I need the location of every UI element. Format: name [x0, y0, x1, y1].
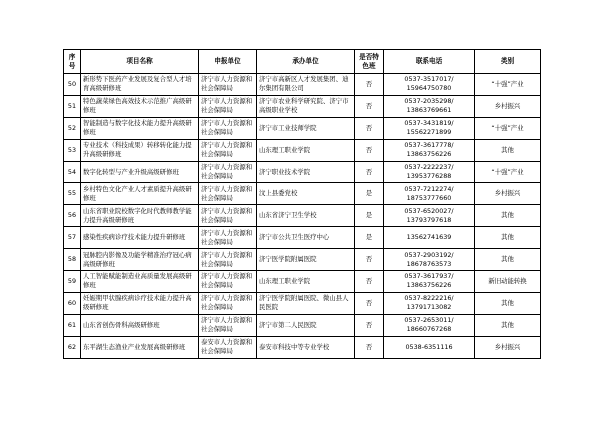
table-header-row	[64, 50, 541, 74]
cell-featured: 否	[355, 74, 384, 96]
cell-featured: 是	[355, 183, 384, 205]
cell-phone	[384, 292, 475, 314]
phone-line-1: 0538-6351116	[405, 342, 453, 351]
cell-organizer: 汶上县委党校	[257, 183, 355, 205]
table-row	[64, 292, 541, 314]
phone-line-2: 18753777660	[406, 193, 452, 202]
phone-line-1: 0537-7212274/	[404, 184, 454, 193]
cell-category: 其他	[475, 227, 541, 249]
cell-category: “十强”产业	[475, 74, 541, 96]
cell-featured: 否	[355, 249, 384, 271]
cell-category: 乡村振兴	[475, 183, 541, 205]
phone-line-2: 18660767268	[406, 325, 452, 334]
cell-featured: 否	[355, 161, 384, 183]
phone-line-2: 15964750780	[406, 84, 452, 93]
cell-seq: 55	[64, 183, 81, 205]
cell-phone	[384, 271, 475, 293]
cell-category: 乡村振兴	[475, 95, 541, 117]
cell-phone	[384, 117, 475, 139]
phone-line-1: 0537-6520027/	[404, 206, 454, 215]
cell-seq: 50	[64, 74, 81, 96]
phone-line-2: 18678763573	[406, 259, 452, 268]
cell-phone	[384, 183, 475, 205]
cell-applicant: 济宁市人力资源和社会保障局	[199, 95, 257, 117]
cell-organizer: 济宁市高新区人才发展集团、迪尔集团有限公司	[257, 74, 355, 96]
table-row	[64, 271, 541, 293]
cell-organizer: 济宁市工业技师学院	[257, 117, 355, 139]
cell-featured: 否	[355, 314, 384, 336]
phone-line-1: 0537-3617778/	[404, 141, 454, 150]
table-body	[64, 74, 541, 359]
cell-featured: 否	[355, 336, 384, 358]
header-seq: 序号	[64, 50, 81, 74]
cell-phone	[384, 249, 475, 271]
phone-line-2: 13863756226	[406, 150, 452, 159]
cell-applicant: 济宁市人力资源和社会保障局	[199, 183, 257, 205]
cell-seq: 59	[64, 271, 81, 293]
phone-line-1: 13562741639	[406, 233, 452, 242]
header-category: 类别	[475, 50, 541, 74]
cell-project: 特色蔬菜绿色高效技术示范推广高级研修班	[81, 95, 199, 117]
table-row	[64, 95, 541, 117]
phone-line-1: 0537-2653011/	[404, 316, 454, 325]
cell-project: 东平湖生态渔业产业发展高级研修班	[81, 336, 199, 358]
header-applicant: 申报单位	[199, 50, 257, 74]
cell-organizer: 山东理工职业学院	[257, 271, 355, 293]
training-class-table	[63, 49, 541, 359]
header-organizer: 承办单位	[257, 50, 355, 74]
cell-phone	[384, 95, 475, 117]
cell-organizer: 山东理工职业学院	[257, 139, 355, 161]
phone-line-1: 0537-2035298/	[404, 97, 454, 106]
table-row	[64, 74, 541, 96]
cell-applicant: 济宁市人力资源和社会保障局	[199, 117, 257, 139]
cell-seq: 58	[64, 249, 81, 271]
table-row	[64, 161, 541, 183]
cell-category: 其他	[475, 314, 541, 336]
cell-organizer: 济宁市公共卫生医疗中心	[257, 227, 355, 249]
phone-line-2: 13793797618	[406, 215, 452, 224]
cell-phone	[384, 205, 475, 227]
cell-organizer: 山东省济宁卫生学校	[257, 205, 355, 227]
cell-applicant: 济宁市人力资源和社会保障局	[199, 74, 257, 96]
cell-project: 冠脉腔内影像及功能学精准治疗冠心病高级研修班	[81, 249, 199, 271]
cell-project: 专业技术（科技成果）转移转化能力提升高级研修班	[81, 139, 199, 161]
cell-featured: 否	[355, 271, 384, 293]
cell-organizer: 济宁医学院附属医院	[257, 249, 355, 271]
cell-phone	[384, 227, 475, 249]
cell-featured: 否	[355, 292, 384, 314]
cell-organizer: 泰安市科技中等专业学校	[257, 336, 355, 358]
cell-project: 人工智能赋能制造业高质量发展高级研修班	[81, 271, 199, 293]
cell-project: 山东省创伤骨科高级研修班	[81, 314, 199, 336]
cell-phone	[384, 74, 475, 96]
table-row	[64, 249, 541, 271]
cell-featured: 否	[355, 117, 384, 139]
cell-phone	[384, 139, 475, 161]
cell-project: 数字化转型与产业升级高级研修班	[81, 161, 199, 183]
phone-line-2: 13863756226	[406, 281, 452, 290]
cell-category: 其他	[475, 292, 541, 314]
cell-category: 其他	[475, 139, 541, 161]
cell-seq: 51	[64, 95, 81, 117]
cell-applicant: 济宁市人力资源和社会保障局	[199, 161, 257, 183]
cell-featured: 是	[355, 205, 384, 227]
cell-seq: 53	[64, 139, 81, 161]
cell-category: “十强”产业	[475, 161, 541, 183]
cell-project: 感染性疾病诊疗技术能力提升研修班	[81, 227, 199, 249]
cell-category: “十强”产业	[475, 117, 541, 139]
phone-line-2: 13953776288	[406, 172, 452, 180]
cell-organizer: 济宁市第二人民医院	[257, 314, 355, 336]
cell-applicant: 济宁市人力资源和社会保障局	[199, 249, 257, 271]
phone-line-1: 0537-8222216/	[404, 294, 454, 303]
cell-applicant: 济宁市人力资源和社会保障局	[199, 205, 257, 227]
cell-featured: 否	[355, 95, 384, 117]
cell-seq: 56	[64, 205, 81, 227]
table-row	[64, 314, 541, 336]
header-featured: 是否特色班	[355, 50, 384, 74]
cell-project: 新形势下医药产业发展及复合型人才培育高级研修班	[81, 74, 199, 96]
cell-category: 乡村振兴	[475, 336, 541, 358]
cell-phone	[384, 336, 475, 358]
header-phone: 联系电话	[384, 50, 475, 74]
phone-line-1: 0537-3617937/	[404, 272, 454, 281]
cell-seq: 62	[64, 336, 81, 358]
table-row	[64, 117, 541, 139]
cell-category: 新旧动能转换	[475, 271, 541, 293]
phone-line-1: 0537-3517017/	[404, 75, 454, 84]
cell-applicant: 济宁市人力资源和社会保障局	[199, 314, 257, 336]
header-project: 项目名称	[81, 50, 199, 74]
table-row	[64, 336, 541, 358]
cell-organizer: 济宁职业技术学院	[257, 161, 355, 183]
cell-seq: 52	[64, 117, 81, 139]
cell-category: 其他	[475, 249, 541, 271]
cell-seq: 54	[64, 161, 81, 183]
cell-project: 乡村特色文化产业人才素质提升高级研修班	[81, 183, 199, 205]
cell-applicant: 泰安市人力资源和社会保障局	[199, 336, 257, 358]
phone-line-1: 0537-2903192/	[404, 250, 454, 259]
cell-project: 智能制造与数字化技术能力提升高级研修班	[81, 117, 199, 139]
cell-phone	[384, 161, 475, 183]
cell-applicant: 济宁市人力资源和社会保障局	[199, 227, 257, 249]
cell-phone	[384, 314, 475, 336]
cell-seq: 60	[64, 292, 81, 314]
table-row	[64, 205, 541, 227]
phone-line-2: 13791713082	[406, 303, 452, 312]
cell-category: 其他	[475, 205, 541, 227]
table-row	[64, 139, 541, 161]
cell-featured: 是	[355, 227, 384, 249]
cell-applicant: 济宁市人力资源和社会保障局	[199, 139, 257, 161]
cell-organizer: 济宁医学院附属医院、微山县人民医院	[257, 292, 355, 314]
phone-line-1: 0537-3431819/	[404, 119, 454, 128]
table-row	[64, 227, 541, 249]
cell-seq: 57	[64, 227, 81, 249]
phone-line-2: 13863769661	[406, 106, 452, 115]
cell-project: 妊娠期甲状腺疾病诊疗技术能力提升高级研修班	[81, 292, 199, 314]
phone-line-1: 0537-2222237/	[404, 163, 454, 171]
phone-line-2: 15562271899	[406, 128, 452, 137]
table-row	[64, 183, 541, 205]
cell-seq: 61	[64, 314, 81, 336]
cell-applicant: 济宁市人力资源和社会保障局	[199, 271, 257, 293]
cell-applicant: 济宁市人力资源和社会保障局	[199, 292, 257, 314]
cell-featured: 否	[355, 139, 384, 161]
document-page	[63, 49, 540, 359]
cell-project: 山东省职业院校数字化时代教师教学能力提升高级研修班	[81, 205, 199, 227]
cell-organizer: 济宁市农业科学研究院、济宁市高级职业学校	[257, 95, 355, 117]
